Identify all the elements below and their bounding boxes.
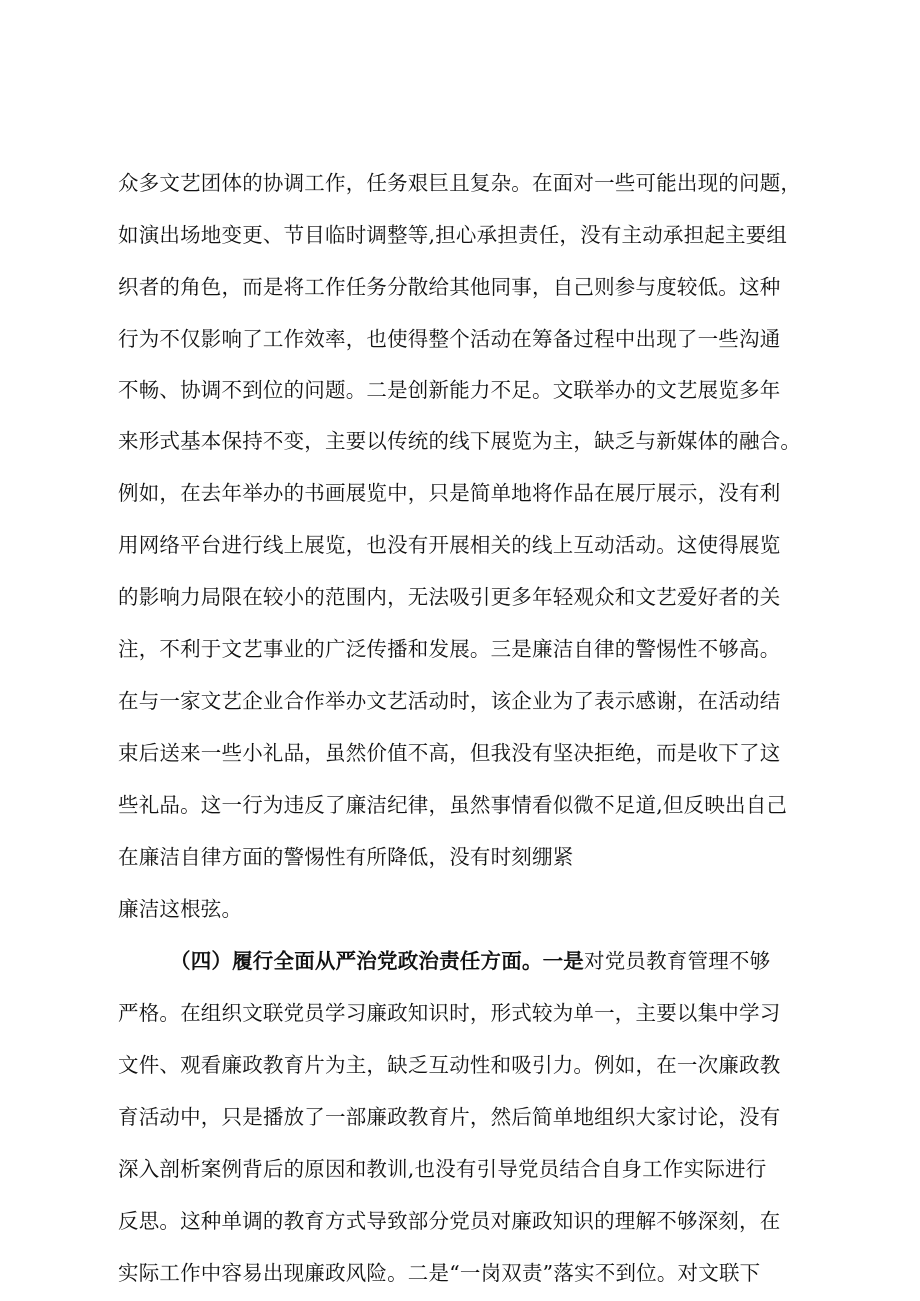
- body-text-line: 注，不利于文艺事业的广泛传播和发展。三是廉洁自律的警惕性不够高。: [118, 637, 781, 661]
- body-text-line: 的影响力局限在较小的范围内，无法吸引更多年轻观众和文艺爱好者的关: [118, 585, 781, 609]
- body-text-line: 众多文艺团体的协调工作，任务艰巨且复杂。在面对一些可能出现的问题，: [118, 171, 802, 195]
- section-heading: （四）履行全面从严治党政治责任方面。: [170, 949, 543, 973]
- body-text-line: 反思。这种单调的教育方式导致部分党员对廉政知识的理解不够深刻，在: [118, 1209, 781, 1233]
- body-text-line: 如演出场地变更、节目临时调整等,担心承担责任，没有主动承担起主要组: [118, 223, 788, 247]
- section-heading-line: [170, 948, 830, 974]
- body-text-line: 织者的角色，而是将工作任务分散给其他同事，自己则参与度较低。这种: [118, 275, 781, 299]
- body-text-line: 些礼品。这一行为违反了廉洁纪律，虽然事情看似微不足道,但反映出自己: [118, 793, 788, 817]
- body-text-line: 行为不仅影响了工作效率，也使得整个活动在筹备过程中出现了一些沟通: [118, 327, 781, 351]
- body-text-line: 例如，在去年举办的书画展览中，只是简单地将作品在展厅展示，没有利: [118, 481, 781, 505]
- body-text-line: 深入剖析案例背后的原因和教训,也没有引导党员结合自身工作实际进行: [118, 1157, 767, 1181]
- body-text-line: 不畅、协调不到位的问题。二是创新能力不足。文联举办的文艺展览多年: [118, 378, 781, 402]
- body-text-line: 廉洁这根弦。: [118, 897, 243, 921]
- body-text-line: 实际工作中容易出现廉政风险。二是“一岗双责”落实不到位。对文联下: [118, 1261, 761, 1285]
- body-text-line: 来形式基本保持不变，主要以传统的线下展览为主，缺乏与新媒体的融合。: [118, 429, 802, 453]
- body-text-line: 在廉洁自律方面的警惕性有所降低，没有时刻绷紧: [118, 845, 574, 869]
- body-text-line: 严格。在组织文联党员学习廉政知识时，形式较为单一，主要以集中学习: [118, 1001, 781, 1025]
- body-text-line: 育活动中，只是播放了一部廉政教育片，然后简单地组织大家讨论，没有: [118, 1105, 781, 1129]
- point-marker: 一是: [542, 949, 585, 973]
- body-text-line: 在与一家文艺企业合作举办文艺活动时，该企业为了表示感谢，在活动结: [118, 689, 781, 713]
- body-text-line: 束后送来一些小礼品，虽然价值不高，但我没有坚决拒绝，而是收下了这: [118, 741, 781, 765]
- body-text-line: 用网络平台进行线上展览，也没有开展相关的线上互动活动。这使得展览: [118, 533, 781, 557]
- point-text: 对党员教育管理不够: [584, 949, 771, 973]
- body-text-line: 文件、观看廉政教育片为主，缺乏互动性和吸引力。例如，在一次廉政教: [118, 1053, 781, 1077]
